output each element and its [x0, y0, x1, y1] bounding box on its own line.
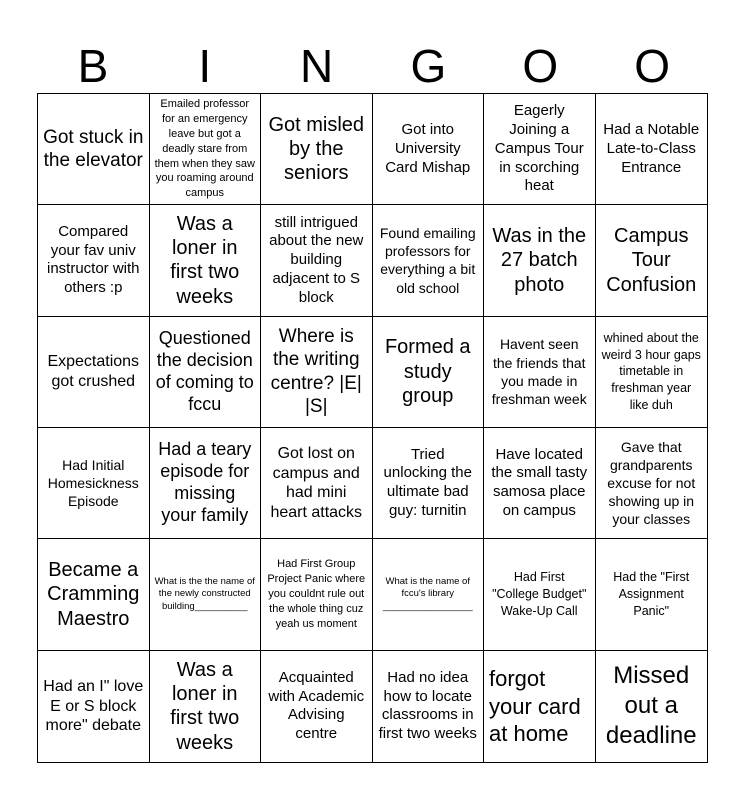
cell-text: Found emailing professors for everything a bit old school	[379, 225, 476, 296]
header-letter-o: O	[522, 40, 559, 92]
bingo-cell-r2c6[interactable]	[596, 205, 708, 316]
cell-text: Tried unlocking the ultimate bad guy: turnitin	[383, 445, 472, 519]
bingo-cell-r4c2[interactable]	[150, 428, 262, 539]
bingo-cell-r5c3[interactable]	[261, 539, 373, 650]
cell-text: Got misled by the seniors	[268, 113, 365, 185]
cell-text: Formed a study group	[384, 336, 471, 408]
cell-text: still intrigued about the new building adjacent to S block	[269, 213, 364, 306]
bingo-cell-r3c4[interactable]	[373, 317, 485, 428]
cell-text: What is the name of fccu's library _________________	[382, 575, 473, 612]
cell-text: Acquainted with Academic Advising centre	[268, 668, 365, 743]
cell-text: Questioned the decision of coming to fccu	[155, 327, 254, 414]
cell-text: Had the "First Assignment Panic"	[613, 570, 690, 618]
cell-text: Got into University Card Mishap	[385, 121, 471, 176]
cell-text: Campus Tour Confusion	[606, 224, 697, 296]
cell-text: Where is the writing centre? |E| |S|	[270, 325, 362, 418]
bingo-cell-r1c5[interactable]	[484, 94, 596, 205]
cell-text: Was in the 27 batch photo	[492, 224, 587, 296]
cell-text: Missed out a deadline	[605, 662, 697, 750]
cell-text: Had an I" love E or S block more" debate	[43, 678, 144, 735]
bingo-cell-r5c5[interactable]	[484, 539, 596, 650]
cell-text: What is the the name of the newly constructed building__________	[154, 575, 255, 612]
cell-text: Have located the small tasty samosa place on campus	[491, 445, 588, 519]
bingo-cell-r1c2[interactable]	[150, 94, 262, 205]
bingo-board	[37, 93, 708, 763]
bingo-cell-r2c5[interactable]	[484, 205, 596, 316]
cell-text: Got stuck in the elevator	[43, 126, 144, 172]
cell-text: Was a loner in first two weeks	[170, 658, 240, 754]
bingo-cell-r3c1[interactable]	[38, 317, 150, 428]
bingo-cell-r5c1[interactable]	[38, 539, 150, 650]
cell-text: Became a Cramming Maestro	[47, 558, 140, 630]
bingo-cell-r2c3[interactable]	[261, 205, 373, 316]
cell-text: Had no idea how to locate classrooms in first two weeks	[378, 668, 477, 743]
bingo-cell-r5c2[interactable]	[150, 539, 262, 650]
bingo-cell-r3c3[interactable]	[261, 317, 373, 428]
cell-text: Had a Notable Late-to-Class Entrance	[603, 121, 700, 176]
bingo-cell-r4c1[interactable]	[38, 428, 150, 539]
header-letter-b: B	[77, 40, 109, 92]
bingo-cell-r6c1[interactable]	[38, 651, 150, 762]
bingo-cell-r3c6[interactable]	[596, 317, 708, 428]
bingo-cell-r4c5[interactable]	[484, 428, 596, 539]
bingo-cell-r4c6[interactable]	[596, 428, 708, 539]
bingo-cell-r6c4[interactable]	[373, 651, 485, 762]
cell-text: Emailed professor for an emergency leave but got a deadly stare from them when they saw you roaming around campus	[154, 98, 255, 200]
bingo-cell-r2c4[interactable]	[373, 205, 485, 316]
cell-text: Expectations got crushed	[47, 353, 140, 390]
cell-text: forgot your card at home	[489, 666, 581, 747]
bingo-cell-r6c2[interactable]	[150, 651, 262, 762]
bingo-cell-r1c1[interactable]	[38, 94, 150, 205]
bingo-cell-r6c5[interactable]	[484, 651, 596, 762]
cell-text: Had First Group Project Panic where you couldnt rule out the whole thing cuz yeah us moment	[267, 558, 366, 630]
bingo-cell-r3c5[interactable]	[484, 317, 596, 428]
header-letter-o-2: O	[634, 40, 670, 92]
header-letter-n: N	[299, 40, 334, 92]
cell-text: Was a loner in first two weeks	[170, 212, 240, 308]
bingo-cell-r6c6[interactable]	[596, 651, 708, 762]
bingo-cell-r3c2[interactable]	[150, 317, 262, 428]
bingo-cell-r4c3[interactable]	[261, 428, 373, 539]
cell-text: Compared your fav univ instructor with others :p	[46, 222, 140, 297]
bingo-header	[37, 38, 708, 94]
header-letter-i: I	[198, 40, 212, 92]
bingo-cell-r2c1[interactable]	[38, 205, 150, 316]
cell-text: Had Initial Homesickness Episode	[47, 456, 139, 510]
cell-text: Havent seen the friends that you made in freshman week	[491, 336, 587, 408]
bingo-cell-r6c3[interactable]	[261, 651, 373, 762]
bingo-cell-r4c4[interactable]	[373, 428, 485, 539]
header-letter-g: G	[410, 40, 447, 92]
cell-text: Got lost on campus and had mini heart attacks	[270, 445, 363, 521]
cell-text: whined about the weird 3 hour gaps timetable in freshman year like duh	[601, 330, 701, 413]
bingo-cell-r1c4[interactable]	[373, 94, 485, 205]
cell-text: Eagerly Joining a Campus Tour in scorching heat	[494, 102, 584, 195]
cell-text: Had a teary episode for missing your family	[158, 439, 252, 526]
bingo-cell-r5c4[interactable]	[373, 539, 485, 650]
bingo-cell-r2c2[interactable]	[150, 205, 262, 316]
bingo-cell-r1c6[interactable]	[596, 94, 708, 205]
bingo-cell-r1c3[interactable]	[261, 94, 373, 205]
cell-text: Gave that grandparents excuse for not showing up in your classes	[607, 438, 696, 528]
bingo-cell-r5c6[interactable]	[596, 539, 708, 650]
cell-text: Had First "College Budget" Wake-Up Call	[492, 570, 587, 618]
